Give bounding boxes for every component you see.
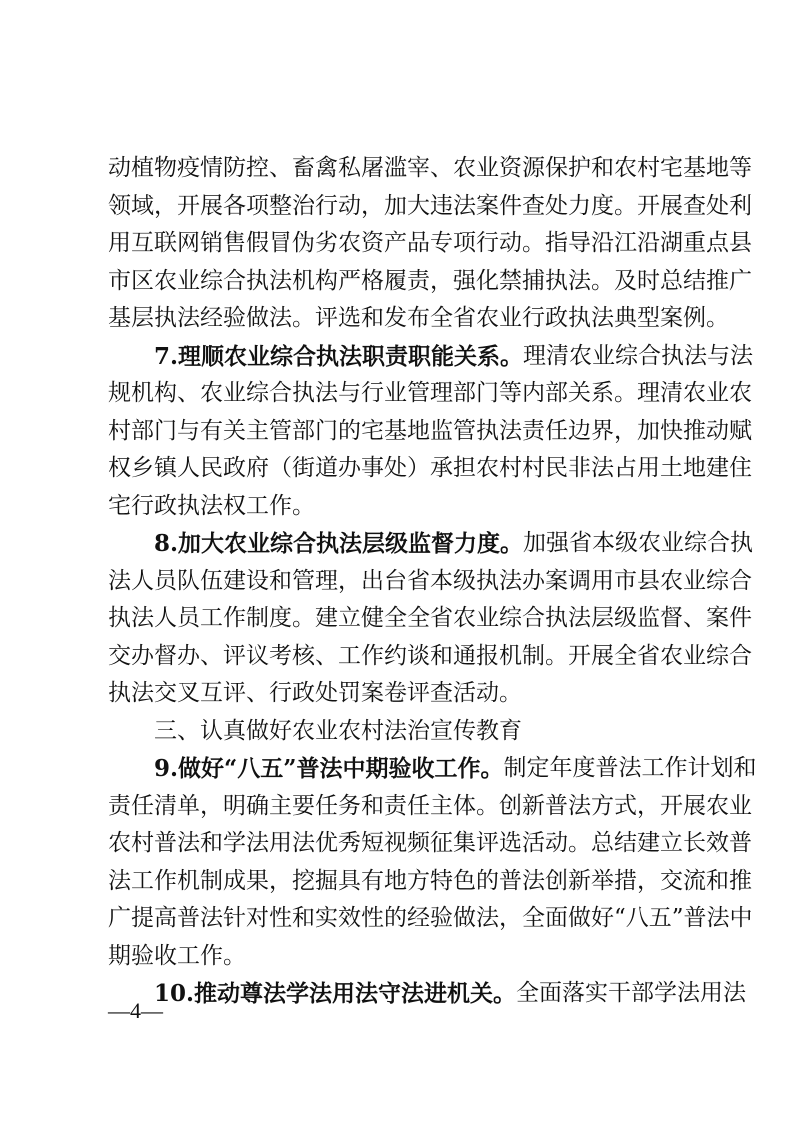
text-line: 法 人 员 队 伍 建 设 和 管 理 ， 出 台 省 本 级 执 法 办 案 调 用 市 县 农 业 综 合	[108, 567, 752, 594]
text-line: 用 互 联 网 销 售 假 冒 伪 劣 农 资 产 品 专 项 行 动 。 指 导 沿 江 沿 湖 重 点 县	[108, 230, 752, 256]
text-line: 交 办 督 办 、 评 议 考 核 、 工 作 约 谈 和 通 报 机 制 。 开 展 全 省 农 业 综 合	[108, 642, 752, 669]
text-line: 7 . 理 顺 农 业 综 合 执 法 职 责 职 能 关 系 。 理 清 农 业 综 合 执 法 与 法	[154, 342, 754, 370]
text-line: 基 层 执 法 经 验 做 法 。 评 选 和 发 布 全 省 农 业 行 政 执 法 典 型 案 例 。	[108, 305, 729, 331]
text-line: 宅 行 政 执 法 权 工 作 。	[108, 492, 315, 519]
text-line: 责 任 清 单 ， 明 确 主 要 任 务 和 责 任 主 体 。 创 新 普 法 方 式 ， 开 展 农 业	[108, 792, 752, 819]
text-line: 农 村 普 法 和 学 法 用 法 优 秀 短 视 频 征 集 评 选 活 动 。 总 结 建 立 长 效 普	[108, 830, 752, 856]
text-line: 村 部 门 与 有 关 主 管 部 门 的 宅 基 地 监 管 执 法 责 任 边 界 ， 加 快 推 动 赋	[108, 417, 752, 444]
page-number: —4—	[108, 998, 163, 1023]
text-line: 8 . 加 大 农 业 综 合 执 法 层 级 监 督 力 度 。 加 强 省 本 级 农 业 综 合 执	[154, 530, 754, 557]
text-line: 领 域 ， 开 展 各 项 整 治 行 动 ， 加 大 违 法 案 件 查 处 力 度 。 开 展 查 处 利	[108, 192, 752, 219]
text-line: 9 . 做 好 “ 八 五 ” 普 法 中 期 验 收 工 作 。 制 定 年 度 普 法 工 作 计 划 和	[154, 755, 757, 782]
text-line: 广 提 高 普 法 针 对 性 和 实 效 性 的 经 验 做 法 ， 全 面 做 好 “ 八 五 ” 普 法 中	[108, 905, 753, 931]
text-line: 动 植 物 疫 情 防 控 、 畜 禽 私 屠 滥 宰 、 农 业 资 源 保 护 和 农 村 宅 基 地 等	[108, 155, 752, 181]
text-line: 市 区 农 业 综 合 执 法 机 构 严 格 履 责 ， 强 化 禁 捕 执 法 。 及 时 总 结 推 广	[108, 267, 752, 294]
text-line: 规 机 构 、 农 业 综 合 执 法 与 行 业 管 理 部 门 等 内 部 关 系 。 理 清 农 业 农	[108, 380, 752, 406]
text-line: 执 法 人 员 工 作 制 度 。 建 立 健 全 全 省 农 业 综 合 执 法 层 级 监 督 、 案 件	[108, 605, 752, 631]
text-line: 执 法 交 叉 互 评 、 行 政 处 罚 案 卷 评 查 活 动 。	[108, 680, 522, 706]
text-line: 法 工 作 机 制 成 果 ， 挖 掘 具 有 地 方 特 色 的 普 法 创 新 举 措 ， 交 流 和 推	[108, 867, 752, 894]
text-line: 权 乡 镇 人 民 政 府 （ 街 道 办 事 处 ） 承 担 农 村 村 民 非 法 占 用 土 地 建 住	[108, 455, 752, 481]
section-heading: 三 、 认 真 做 好 农 业 农 村 法 治 宣 传 教 育	[154, 717, 522, 744]
text-line: 1 0 . 推 动 尊 法 学 法 用 法 守 法 进 机 关 。 全 面 落 实 干 部 学 法 用 法	[154, 980, 747, 1007]
text-line: 期 验 收 工 作 。	[108, 942, 246, 969]
body-text	[108, 150, 757, 1013]
